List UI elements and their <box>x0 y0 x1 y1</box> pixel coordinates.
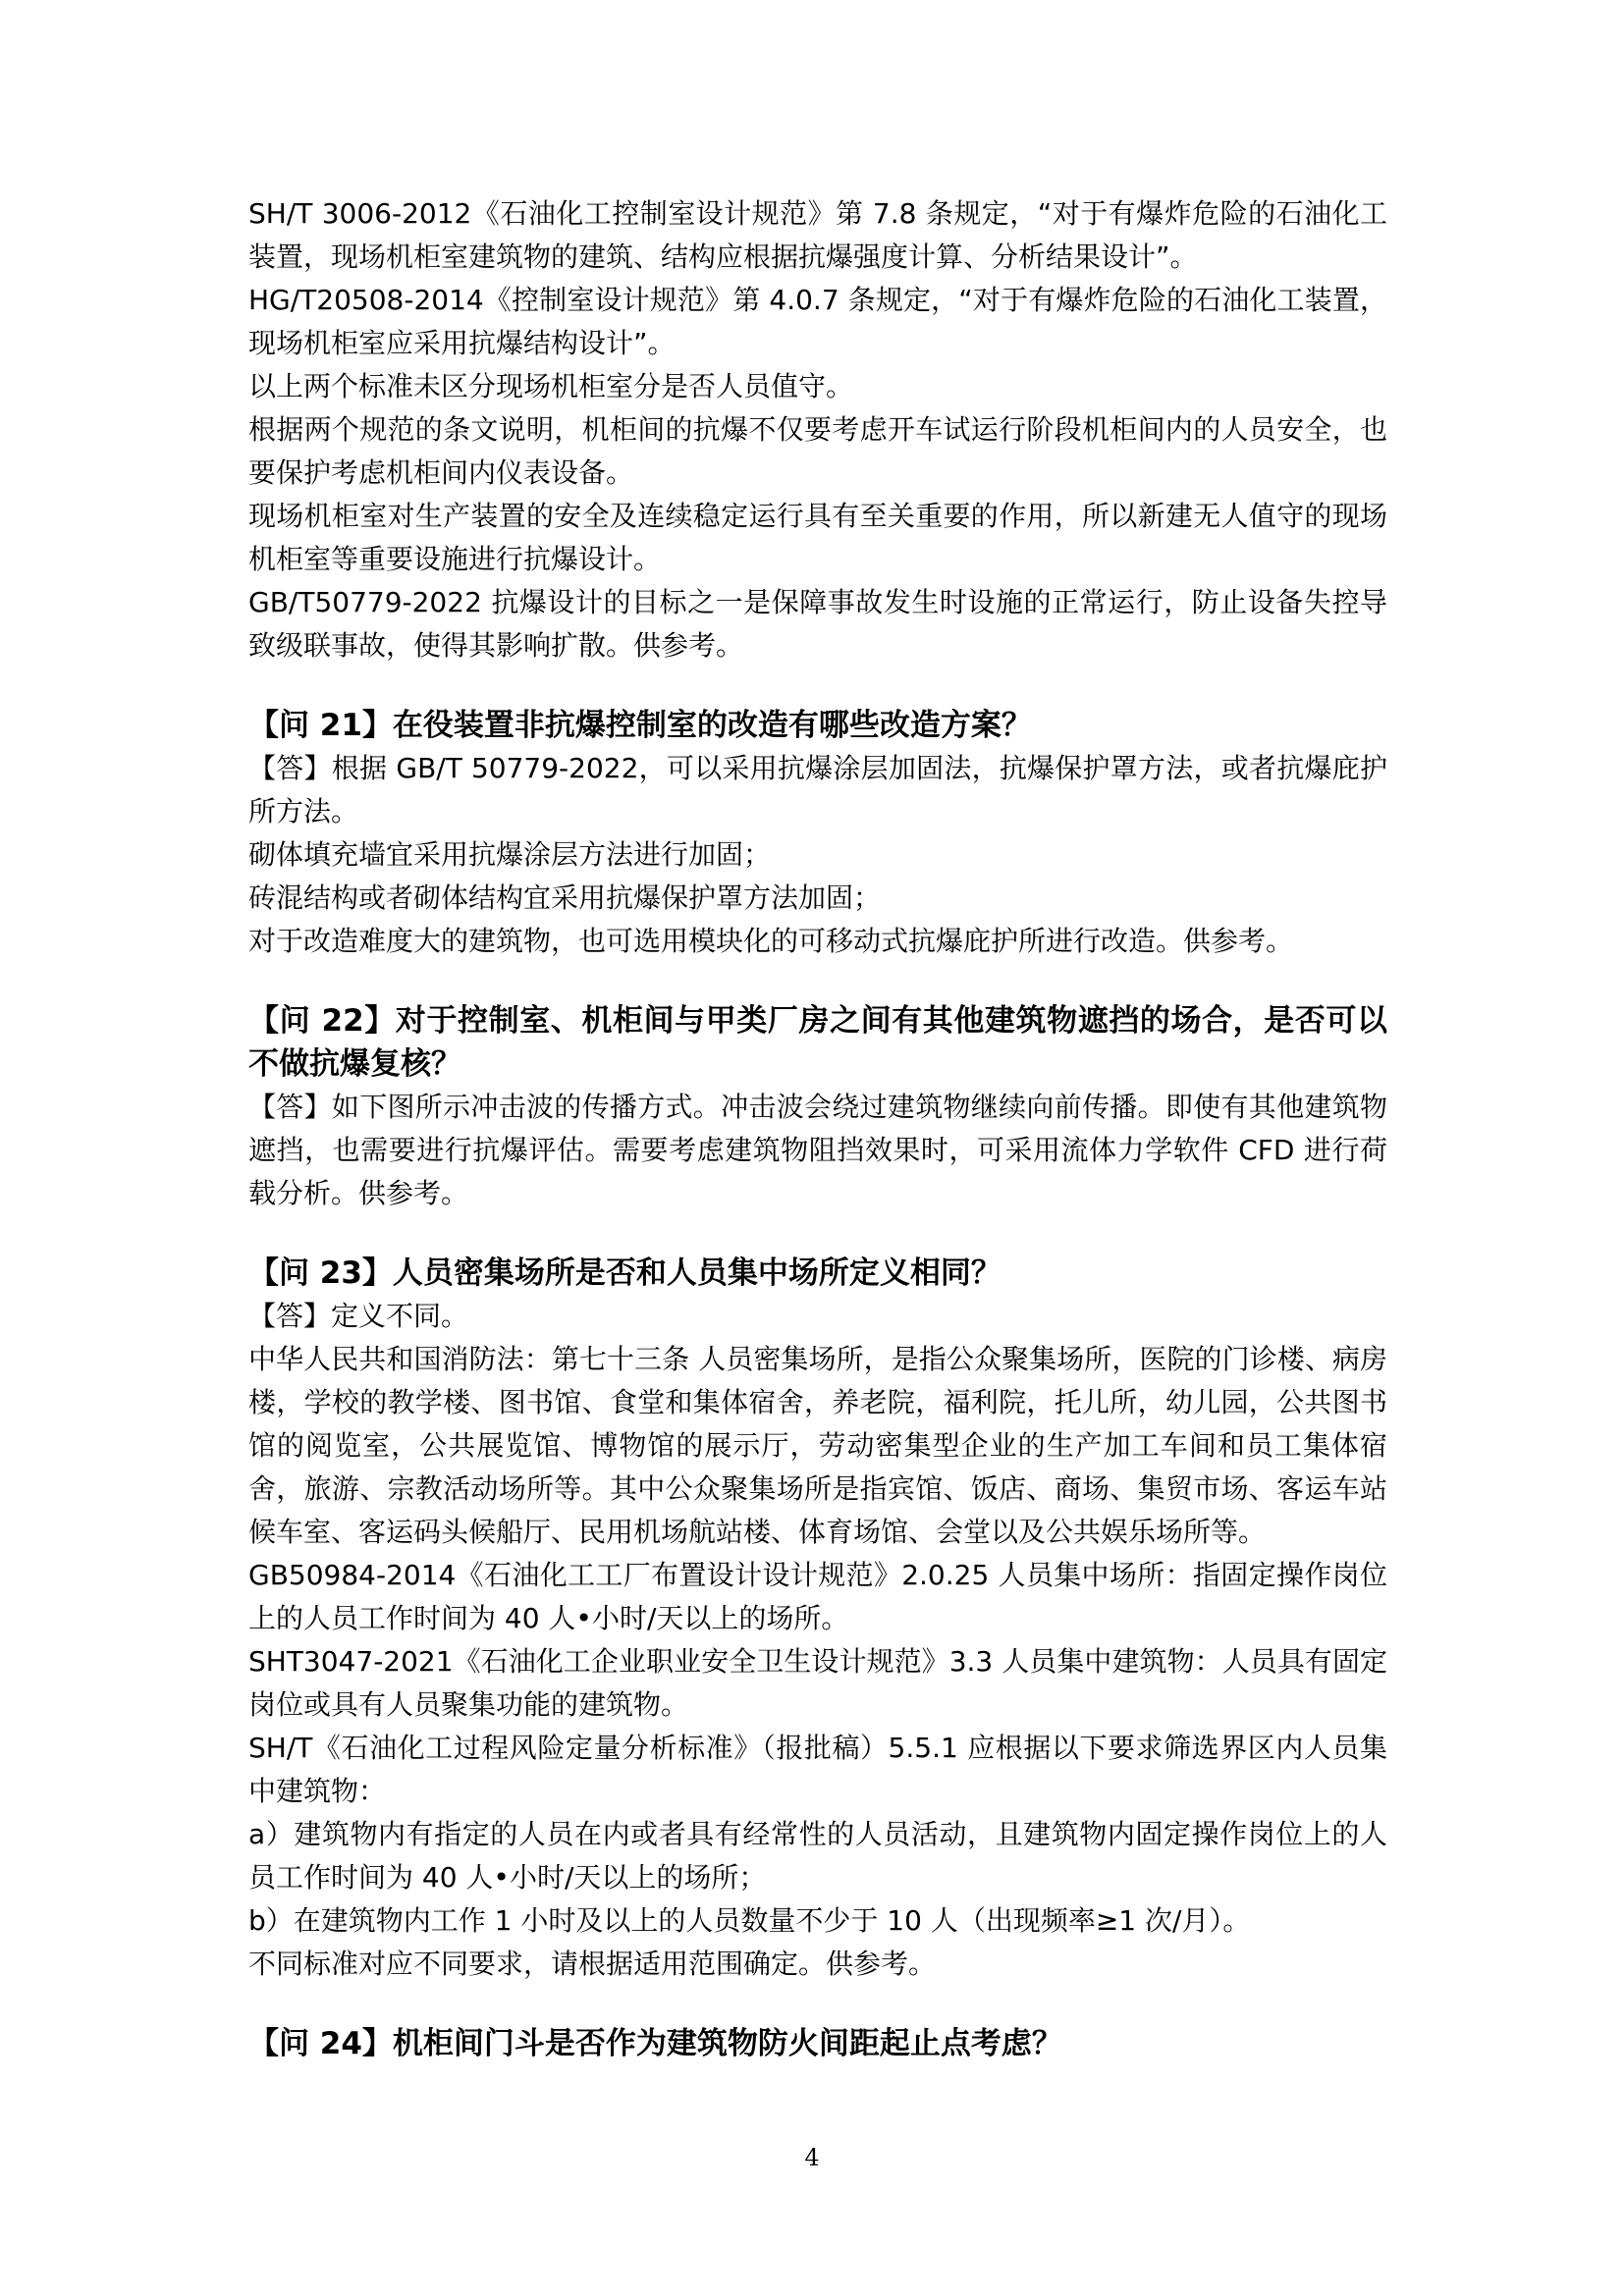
section-gap <box>248 1215 1387 1252</box>
paragraph-cabinet-room-importance: 现场机柜室对生产装置的安全及连续稳定运行具有至关重要的作用，所以新建无人值守的现场机柜室等重要设施进行抗爆设计。 <box>248 500 1387 575</box>
question-21-heading: 【问 21】在役装置非抗爆控制室的改造有哪些改造方案？ <box>248 708 1032 743</box>
question-23-heading: 【问 23】人员密集场所是否和人员集中场所定义相同？ <box>248 1255 1001 1291</box>
question-21-section <box>248 704 1387 963</box>
answer-23-item-b: b）在建筑物内工作 1 小时及以上的人员数量不少于 10 人（出现频率≥1 次/月）。 <box>248 1904 1251 1937</box>
question-24-heading: 【问 24】机柜间门斗是否作为建筑物防火间距起止点考虑？ <box>248 2026 1062 2061</box>
section-gap <box>248 667 1387 704</box>
question-22-section <box>248 999 1387 1215</box>
answer-23-text: 【答】定义不同。 <box>248 1300 469 1332</box>
answer-22-text: 【答】如下图所示冲击波的传播方式。冲击波会绕过建筑物继续向前传播。即使有其他建筑物遮挡，也需要进行抗爆评估。需要考虑建筑物阻挡效果时，可采用流体力学软件 CFD 进行荷载分析。供参考。 <box>248 1091 1387 1209</box>
section-gap <box>248 1986 1387 2022</box>
paragraph-gbt50779-goal: GB/T50779-2022 抗爆设计的目标之一是保障事故发生时设施的正常运行，防止设备失控导致级联事故，使得其影响扩散。供参考。 <box>248 586 1387 662</box>
answer-23-gb50984: GB50984-2014《石油化工工厂布置设计设计规范》2.0.25 人员集中场所：指固定操作岗位上的人员工作时间为 40 人•小时/天以上的场所。 <box>248 1559 1387 1634</box>
answer-23-item-a: a）建筑物内有指定的人员在内或者具有经常性的人员活动，且建筑物内固定操作岗位上的人员工作时间为 40 人•小时/天以上的场所； <box>248 1818 1387 1894</box>
paragraph-sht3006: SH/T 3006-2012《石油化工控制室设计规范》第 7.8 条规定，“对于有爆炸危险的石油化工装置，现场机柜室建筑物的建筑、结构应根据抗爆强度计算、分析结果设计”。 <box>248 197 1387 273</box>
answer-23-sht3047: SHT3047-2021《石油化工企业职业安全卫生设计规范》3.3 人员集中建筑物：人员具有固定岗位或具有人员聚集功能的建筑物。 <box>248 1645 1387 1721</box>
paragraph-hgt20508: HG/T20508-2014《控制室设计规范》第 4.0.7 条规定，“对于有爆炸危险的石油化工装置，现场机柜室应采用抗爆结构设计”。 <box>248 284 1387 359</box>
section-gap <box>248 963 1387 999</box>
answer-23-sht-risk-standard: SH/T《石油化工过程风险定量分析标准》（报批稿）5.5.1 应根据以下要求筛选界区内人员集中建筑物： <box>248 1732 1387 1807</box>
answer-23-fire-law: 中华人民共和国消防法：第七十三条 人员密集场所，是指公众聚集场所，医院的门诊楼、病房楼，学校的教学楼、图书馆、食堂和集体宿舍，养老院，福利院，托儿所，幼儿园，公共图书馆的阅览室，公共展览馆、博物馆的展示厅，劳动密集型企业的生产加工车间和员工集体宿舍，旅游、宗教活动场所等。其中公众聚集场所是指宾馆、饭店、商场、集贸市场、客运车站候车室、客运码头候船厅、民用机场航站楼、体育场馆、会堂以及公共娱乐场所等。 <box>248 1343 1387 1548</box>
answer-21-text: 【答】根据 GB/T 50779-2022，可以采用抗爆涂层加固法，抗爆保护罩方法，或者抗爆庇护所方法。 <box>248 752 1387 828</box>
answer-21-line: 对于改造难度大的建筑物，也可选用模块化的可移动式抗爆庇护所进行改造。供参考。 <box>248 925 1294 957</box>
page-number: 4 <box>804 2144 820 2171</box>
page-content <box>248 192 1387 2065</box>
answer-21-line: 砖混结构或者砌体结构宜采用抗爆保护罩方法加固； <box>248 881 882 914</box>
paragraph-clause-explanation: 根据两个规范的条文说明，机柜间的抗爆不仅要考虑开车试运行阶段机柜间内的人员安全，也要保护考虑机柜间内仪表设备。 <box>248 413 1387 489</box>
answer-23-conclusion: 不同标准对应不同要求，请根据适用范围确定。供参考。 <box>248 1948 937 1980</box>
question-22-heading: 【问 22】对于控制室、机柜间与甲类厂房之间有其他建筑物遮挡的场合，是否可以不做抗爆复核？ <box>248 1003 1387 1082</box>
question-24-section <box>248 2022 1387 2065</box>
question-23-section <box>248 1252 1387 1986</box>
paragraph-standards-note: 以上两个标准未区分现场机柜室分是否人员值守。 <box>248 370 854 402</box>
answer-21-line: 砌体填充墙宜采用抗爆涂层方法进行加固； <box>248 838 772 871</box>
